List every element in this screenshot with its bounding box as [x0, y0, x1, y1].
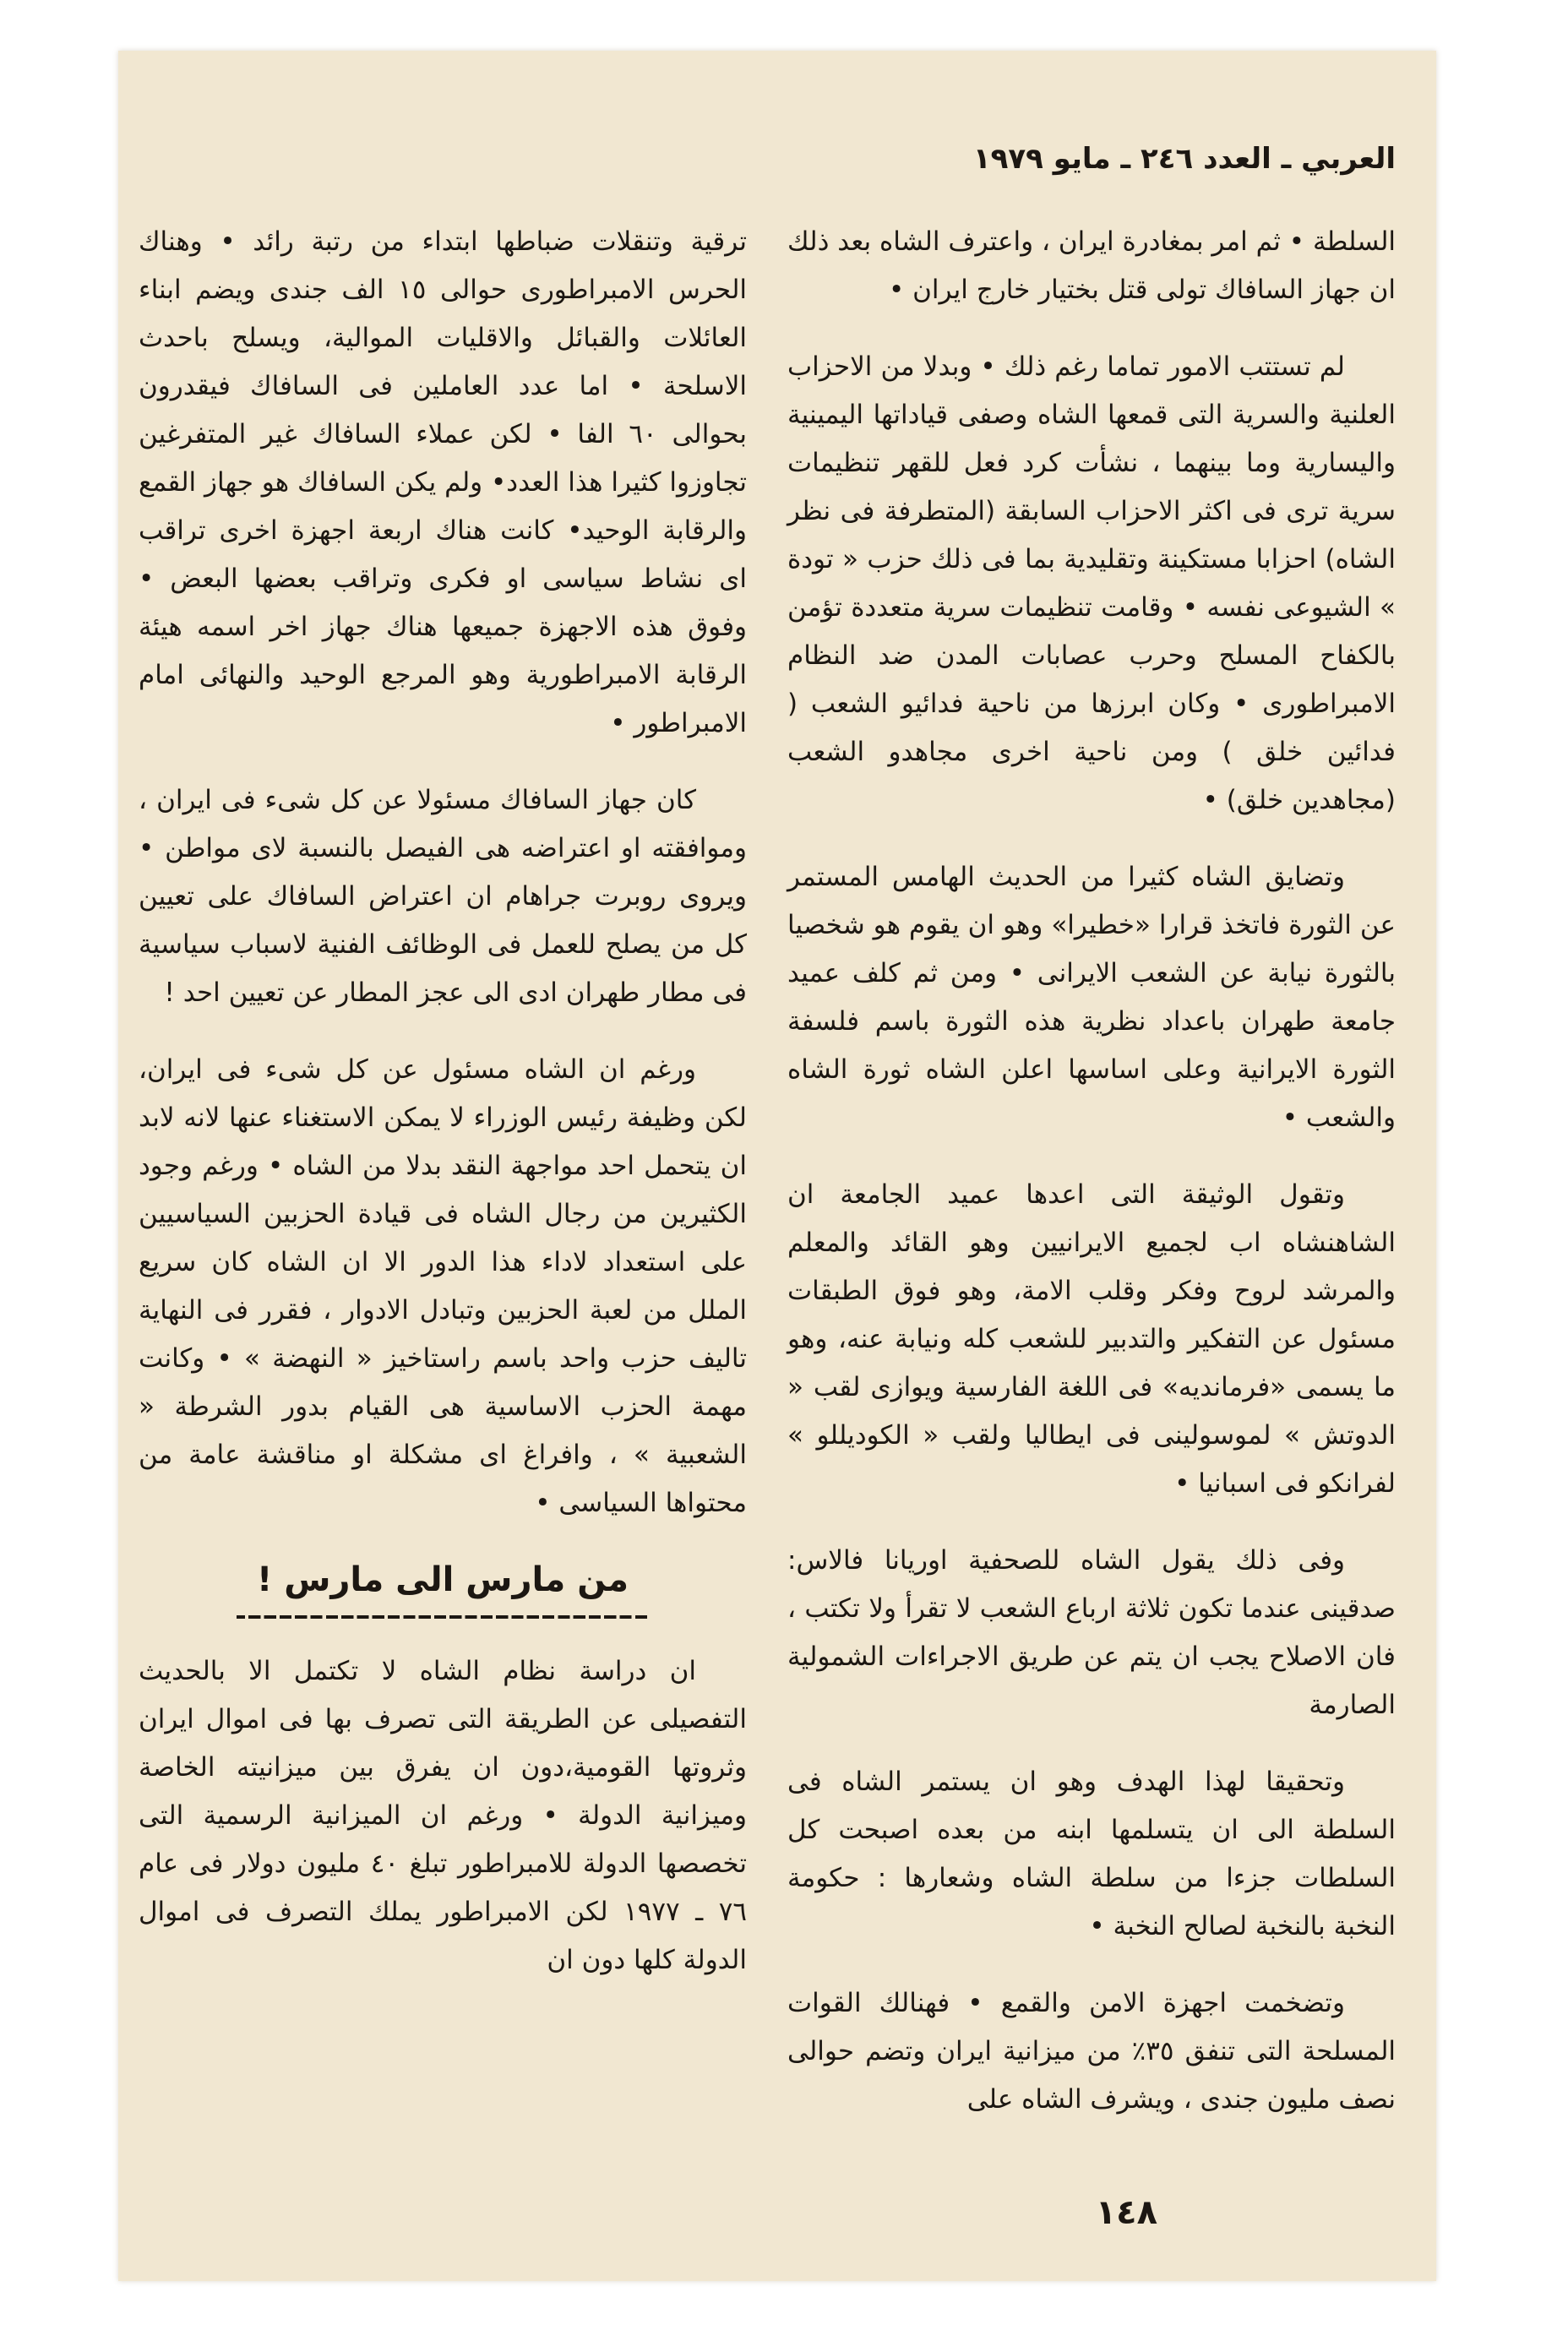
- magazine-page: [118, 51, 1436, 2281]
- paragraph: ان دراسة نظام الشاه لا تكتمل الا بالحديث التفصيلى عن الطريقة التى تصرف بها فى اموال ايران وثروتها القومية،دون ان يفرق بين ميزانيته الخاصة وميزانية الدولة • ورغم ان الميزانية الرسمية التى تخصصها الدولة للامبراطور تبلغ ٤٠ مليون دولار فى عام ٧٦ ـ ١٩٧٧ لكن الامبراطور يملك التصرف فى اموال الدولة كلها دون ان: [139, 1656, 747, 1975]
- section-heading: [139, 1556, 747, 1619]
- paragraph: وتحقيقا لهذا الهدف وهو ان يستمر الشاه فى السلطة الى ان يتسلمها ابنه من بعده اصبحت كل السلطات جزءا من سلطة الشاه وشعارها : حكومة النخبة بالنخبة لصالح النخبة •: [787, 1767, 1396, 1941]
- page-number: ١٤٨: [1095, 2193, 1157, 2232]
- running-header: العربي ـ العدد ٢٤٦ ـ مايو ١٩٧٩: [972, 142, 1396, 176]
- paragraph: ترقية وتنقلات ضباطها ابتداء من رتبة رائد • وهناك الحرس الامبراطورى حوالى ١٥ الف جندى ويضم ابناء العائلات والقبائل والاقليات الموالية، ويسلح باحدث الاسلحة • اما عدد العاملين فى السافاك فيقدرون بحوالى ٦٠ الفا • لكن عملاء السافاك غير المتفرغين تجاوزوا كثيرا هذا العدد• ولم يكن السافاك هو جهاز القمع والرقابة الوحيد• كانت هناك اربعة اجهزة اخرى تراقب اى نشاط سياسى او فكرى وتراقب بعضها البعض • وفوق هذه الاجهزة جميعها هناك جهاز اخر اسمه هيئة الرقابة الامبراطورية وهو المرجع الوحيد والنهائى امام الامبراطور •: [139, 226, 747, 738]
- section-title: من مارس الى مارس !: [237, 1556, 649, 1619]
- paragraph: السلطة • ثم امر بمغادرة ايران ، واعترف الشاه بعد ذلك ان جهاز السافاك تولى قتل بختيار خارج ايران •: [787, 226, 1396, 305]
- paragraph: كان جهاز السافاك مسئولا عن كل شىء فى ايران ، وموافقته او اعتراضه هى الفيصل بالنسبة لاى مواطن • ويروى روبرت جراهام ان اعتراض السافاك على تعيين كل من يصلح للعمل فى الوظائف الفنية لاسباب سياسية فى مطار طهران ادى الى عجز المطار عن تعيين احد !: [139, 785, 747, 1008]
- paragraph: وتقول الوثيقة التى اعدها عميد الجامعة ان الشاهنشاه اب لجميع الايرانيين وهو القائد والمعلم والمرشد لروح وفكر وقلب الامة، وهو فوق الطبقات مسئول عن التفكير والتدبير للشعب كله ونيابة عنه، وهو ما يسمى «فرمانديه» فى اللغة الفارسية ويوازى لقب « الدوتش » لموسولينى فى ايطاليا ولقب « الكوديللو » لفرانكو فى اسبانيا •: [787, 1179, 1396, 1499]
- paragraph: وتضخمت اجهزة الامن والقمع • فهنالك القوات المسلحة التى تنفق ٣٥٪ من ميزانية ايران وتضم حوالى نصف مليون جندى ، ويشرف الشاه على: [787, 1988, 1396, 2115]
- paragraph: وفى ذلك يقول الشاه للصحفية اوريانا فالاس: صدقينى عندما تكون ثلاثة ارباع الشعب لا تقرأ ولا تكتب ، فان الاصلاح يجب ان يتم عن طريق الاجراءات الشمولية الصارمة: [787, 1545, 1396, 1720]
- paragraph: وتضايق الشاه كثيرا من الحديث الهامس المستمر عن الثورة فاتخذ قرارا «خطيرا» وهو ان يقوم هو شخصيا بالثورة نيابة عن الشعب الايرانى • ومن ثم كلف عميد جامعة طهران باعداد نظرية هذه الثورة باسم فلسفة الثورة الايرانية وعلى اساسها اعلن الشاه ثورة الشاه والشعب •: [787, 862, 1396, 1133]
- paragraph: لم تستتب الامور تماما رغم ذلك • وبدلا من الاحزاب العلنية والسرية التى قمعها الشاه وصفى قياداتها اليمينية واليسارية وما بينهما ، نشأت كرد فعل للقهر تنظيمات سرية ترى فى اكثر الاحزاب السابقة (المتطرفة فى نظر الشاه) احزابا مستكينة وتقليدية بما فى ذلك حزب « تودة » الشيوعى نفسه • وقامت تنظيمات سرية متعددة تؤمن بالكفاح المسلح وحرب عصابات المدن ضد النظام الامبراطورى • وكان ابرزها من ناحية فدائيو الشعب ( فدائين خلق ) ومن ناحية اخرى مجاهدو الشعب (مجاهدين خلق) •: [787, 351, 1396, 815]
- right-column: [787, 218, 1396, 2153]
- paragraph: ورغم ان الشاه مسئول عن كل شىء فى ايران، لكن وظيفة رئيس الوزراء لا يمكن الاستغناء عنها لانه لابد ان يتحمل احد مواجهة النقد بدلا من الشاه • ورغم وجود الكثيرين من رجال الشاه فى قيادة الحزبين السياسيين على استعداد لاداء هذا الدور الا ان الشاه كان سريع الملل من لعبة الحزبين وتبادل الادوار ، فقرر فى النهاية تاليف حزب واحد باسم راستاخيز « النهضة » • وكانت مهمة الحزب الاساسية هى القيام بدور الشرطة « الشعبية » ، وافراغ اى مشكلة او مناقشة عامة من محتواها السياسى •: [139, 1054, 747, 1518]
- left-column: [139, 218, 747, 2013]
